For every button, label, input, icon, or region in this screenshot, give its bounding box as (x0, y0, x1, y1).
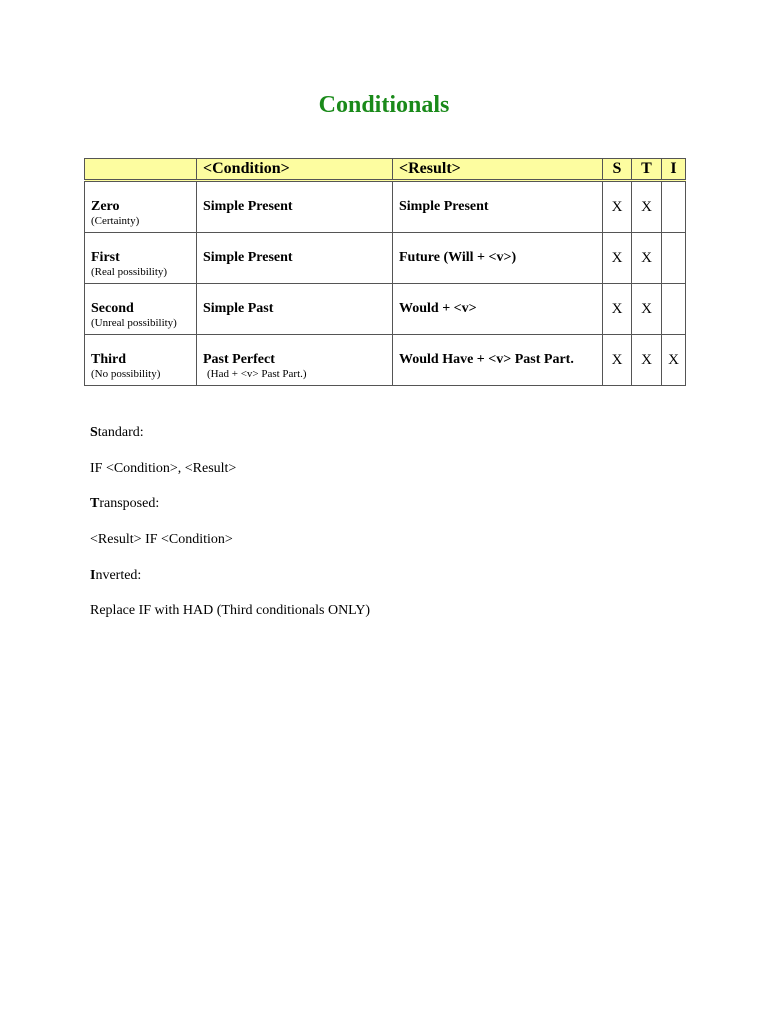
condition-cell (197, 284, 393, 335)
type-note: (No possibility) (91, 368, 161, 380)
condition-text: Past Perfect (203, 352, 275, 367)
t-mark: X (632, 181, 662, 233)
standard-label: Standard: (90, 425, 144, 440)
transposed-form: <Result> IF <Condition> (90, 532, 233, 548)
type-cell (85, 284, 197, 335)
conditionals-table (84, 158, 686, 386)
transposed-label: Transposed: (90, 496, 160, 512)
i-mark: X (662, 335, 686, 386)
table-row (85, 181, 686, 233)
result-cell (393, 233, 603, 284)
i-mark (662, 233, 686, 284)
condition-cell (197, 181, 393, 233)
type-name: First (91, 250, 120, 265)
notes-section (90, 424, 370, 638)
inverted-form: Replace IF with HAD (Third conditionals ONLY) (90, 603, 371, 619)
header-s: S (603, 159, 632, 181)
s-mark: X (603, 284, 632, 335)
header-i: I (662, 159, 686, 181)
type-cell (85, 335, 197, 386)
page-title: Conditionals (318, 92, 450, 118)
header-condition: <Condition> (197, 159, 393, 181)
table-row (85, 335, 686, 386)
standard-form: IF <Condition>, <Result> (90, 460, 237, 476)
condition-note: (Had + <v> Past Part.) (207, 368, 307, 380)
type-cell (85, 181, 197, 233)
inverted-label: Inverted: (90, 567, 142, 583)
s-mark: X (603, 335, 632, 386)
result-text: Simple Present (399, 199, 489, 214)
s-mark: X (603, 181, 632, 233)
condition-cell (197, 335, 393, 386)
i-mark (662, 181, 686, 233)
type-note: (Real possibility) (91, 266, 168, 278)
condition-cell (197, 233, 393, 284)
header-result: <Result> (393, 159, 603, 181)
s-mark: X (603, 233, 632, 284)
t-mark: X (632, 233, 662, 284)
type-name: Second (91, 301, 134, 316)
table-row (85, 284, 686, 335)
result-cell (393, 335, 603, 386)
type-cell (85, 233, 197, 284)
t-mark: X (632, 284, 662, 335)
table-row (85, 233, 686, 284)
condition-text: Simple Present (203, 199, 293, 214)
result-text: Future (Will + <v>) (399, 250, 517, 265)
header-type (85, 159, 197, 181)
result-cell (393, 181, 603, 233)
table-header-row (85, 159, 686, 181)
type-note: (Unreal possibility) (91, 317, 177, 329)
type-name: Third (91, 352, 127, 367)
type-name: Zero (91, 199, 120, 214)
type-note: (Certainty) (91, 215, 140, 227)
t-mark: X (632, 335, 662, 386)
condition-text: Simple Present (203, 250, 293, 265)
result-text: Would + <v> (399, 301, 477, 316)
condition-text: Simple Past (203, 301, 274, 316)
header-t: T (632, 159, 662, 181)
i-mark (662, 284, 686, 335)
result-cell (393, 284, 603, 335)
result-text: Would Have + <v> Past Part. (399, 352, 574, 367)
